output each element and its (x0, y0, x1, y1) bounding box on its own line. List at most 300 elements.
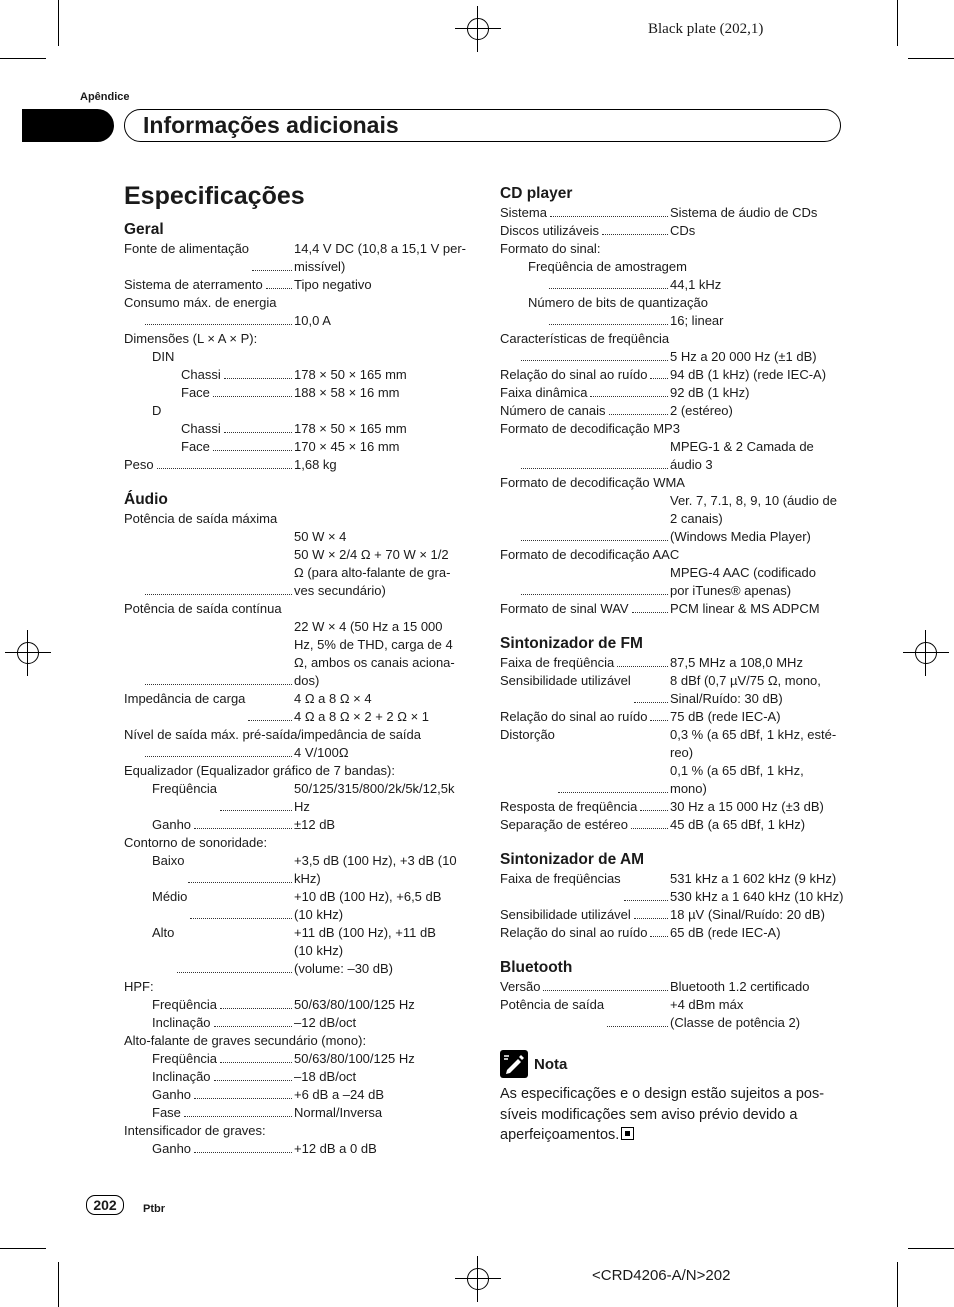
dot-leader (634, 672, 668, 703)
spec-value (670, 906, 845, 924)
spec-value (670, 726, 845, 798)
dot-leader (224, 366, 292, 379)
spec-value-line: 87,5 MHz a 108,0 MHz (670, 655, 803, 670)
spec-value-line: 2 (estéreo) (670, 403, 733, 418)
spec-row-label (500, 906, 670, 924)
spec-value (294, 744, 474, 762)
spec-row-label (500, 726, 670, 798)
spec-row-label (124, 924, 294, 978)
spec-value (670, 312, 845, 330)
spec-value (670, 366, 845, 384)
spec-row-label (500, 924, 670, 942)
spec-name: Chassi (181, 421, 221, 436)
page-title: Especificações (124, 182, 305, 210)
spec-value (294, 1140, 474, 1158)
dot-leader (650, 366, 668, 379)
spec-name: Inclinação (152, 1069, 211, 1084)
spec-row-label (500, 996, 670, 1032)
spec-value (294, 384, 474, 402)
spec-value-line: por iTunes® apenas) (670, 583, 792, 598)
dot-leader (252, 240, 292, 271)
spec-row (124, 1050, 474, 1068)
note-label: Nota (534, 1055, 568, 1073)
spec-row-label (500, 816, 670, 834)
dot-leader (177, 924, 292, 973)
dot-leader (213, 384, 292, 397)
document-code: <CRD4206-A/N>202 (592, 1267, 731, 1284)
dot-leader (194, 816, 292, 829)
dot-leader (194, 1140, 292, 1153)
crop-mark (0, 58, 46, 59)
section-gap (500, 942, 845, 958)
subsection-heading: Sintonizador de FM (500, 635, 643, 652)
spec-name: Relação do sinal ao ruído (500, 925, 648, 940)
subsection-heading: Sintonizador de AM (500, 851, 645, 868)
dot-leader (549, 276, 668, 289)
spec-value-line: 50 W × 2/4 Ω + 70 W × 1/2 (294, 547, 449, 562)
dot-leader (213, 438, 292, 451)
spec-row-label (124, 420, 294, 438)
crop-mark (908, 1248, 954, 1249)
spec-label: D (152, 403, 162, 418)
spec-row (124, 816, 474, 834)
spec-name: Face (181, 439, 210, 454)
spec-value (294, 366, 474, 384)
spec-label: Formato de decodificação AAC (500, 547, 680, 562)
spec-value-line: Ver. 7, 7.1, 8, 9, 10 (áudio de (670, 493, 837, 508)
spec-name: Formato de sinal WAV (500, 601, 629, 616)
spec-name: Sensibilidade utilizável (500, 907, 631, 922)
spec-value (294, 1068, 474, 1086)
spec-row-label (124, 456, 294, 474)
subsection-heading: CD player (500, 185, 573, 202)
spec-value-line: +12 dB a 0 dB (294, 1141, 377, 1156)
spec-value (294, 690, 474, 726)
dot-leader (521, 564, 668, 595)
spec-name: Faixa de freqüência (500, 655, 615, 670)
spec-value-line: 530 kHz a 1 640 kHz (10 kHz) (670, 889, 844, 904)
spec-row-label (124, 690, 294, 726)
spec-row-label (124, 618, 294, 690)
spec-row (124, 1140, 474, 1158)
spec-value-line: 5 Hz a 20 000 Hz (±1 dB) (670, 349, 817, 364)
spec-value (670, 798, 845, 816)
spec-value-line: kHz) (294, 871, 321, 886)
spec-value-line: 22 W × 4 (50 Hz a 15 000 (294, 619, 443, 634)
spec-row (500, 816, 845, 834)
dot-leader (214, 1014, 292, 1027)
spec-value-line: 14,4 V DC (10,8 a 15,1 V per- (294, 241, 466, 256)
spec-value-line: 50 W × 4 (294, 529, 347, 544)
spec-row (124, 1086, 474, 1104)
spec-label: Potência de saída contínua (124, 601, 282, 616)
spec-value-line: 188 × 58 × 16 mm (294, 385, 400, 400)
spec-value (670, 870, 845, 906)
spec-value-line: 531 kHz a 1 602 kHz (9 kHz) (670, 871, 837, 886)
spec-row-label (124, 816, 294, 834)
spec-value (670, 222, 845, 240)
spec-name: Médio (152, 889, 188, 904)
dot-leader (634, 906, 668, 919)
spec-value-line: 45 dB (a 65 dBf, 1 kHz) (670, 817, 806, 832)
spec-value-line: Hz, 5% de THD, carga de 4 (294, 637, 453, 652)
spec-name: Ganho (152, 1141, 192, 1156)
spec-row (124, 276, 474, 294)
spec-row-label (124, 276, 294, 294)
spec-label: Consumo máx. de energia (124, 295, 277, 310)
spec-name: Baixo (152, 853, 185, 868)
spec-value-line: MPEG-4 AAC (codificado (670, 565, 816, 580)
spec-value (294, 852, 474, 888)
spec-row-label (124, 888, 294, 924)
spec-row (500, 564, 845, 600)
spec-name: Ganho (152, 1087, 192, 1102)
spec-value (670, 654, 845, 672)
spec-value (294, 924, 474, 978)
spec-value (670, 402, 845, 420)
spec-row (500, 924, 845, 942)
spec-value (294, 780, 474, 816)
spec-name: Face (181, 385, 210, 400)
spec-value (294, 456, 474, 474)
section-gap (124, 474, 474, 490)
spec-row (500, 276, 845, 294)
dot-leader (521, 348, 668, 361)
spec-value (294, 438, 474, 456)
dot-leader (220, 780, 292, 811)
spec-row-label (500, 204, 670, 222)
spec-value-line: 4 Ω a 8 Ω × 4 (294, 691, 372, 706)
spec-value-line: 0,3 % (a 65 dBf, 1 kHz, esté- (670, 727, 837, 742)
spec-value (294, 1014, 474, 1032)
spec-value-line: mono) (670, 781, 707, 796)
spec-value-line: 178 × 50 × 165 mm (294, 421, 407, 436)
spec-label: Formato de decodificação WMA (500, 475, 685, 490)
registration-mark-icon (463, 1264, 493, 1294)
spec-row (124, 852, 474, 888)
spec-name: Faixa dinâmica (500, 385, 588, 400)
subsection-heading: Bluetooth (500, 959, 573, 976)
spec-value-line: 10,0 A (294, 313, 331, 328)
spec-value (670, 348, 845, 366)
note-heading (500, 1050, 567, 1078)
spec-value-line: (volume: –30 dB) (294, 961, 393, 976)
spec-row-label (124, 1104, 294, 1122)
spec-value-line: 18 µV (Sinal/Ruído: 20 dB) (670, 907, 825, 922)
dot-leader (145, 528, 292, 595)
spec-row-label (124, 744, 294, 762)
spec-label: DIN (152, 349, 175, 364)
spec-name: Sistema (500, 205, 547, 220)
spec-row-label (500, 348, 670, 366)
spec-value-line: 50/63/80/100/125 Hz (294, 1051, 415, 1066)
spec-value-line: Normal/Inversa (294, 1105, 383, 1120)
spec-row-label (124, 852, 294, 888)
spec-value (294, 276, 474, 294)
dot-leader (640, 798, 668, 811)
spec-name: Distorção (500, 727, 555, 742)
spec-row-label (500, 438, 670, 474)
spec-row-label (500, 276, 670, 294)
spec-value-line: 178 × 50 × 165 mm (294, 367, 407, 382)
spec-value-line: +6 dB a –24 dB (294, 1087, 384, 1102)
spec-row (500, 726, 845, 798)
subsection-heading: Geral (124, 221, 164, 238)
spec-row-label (124, 1014, 294, 1032)
spec-label: Alto-falante de graves secundário (mono): (124, 1033, 367, 1048)
spec-value-line: (10 kHz) (294, 943, 344, 958)
spec-value-line: 75 dB (rede IEC-A) (670, 709, 781, 724)
spec-value-line: 0,1 % (a 65 dBf, 1 kHz, (670, 763, 804, 778)
section-gap (500, 618, 845, 634)
spec-row (124, 690, 474, 726)
spec-value (294, 996, 474, 1014)
spec-name: Ganho (152, 817, 192, 832)
spec-row-label (124, 366, 294, 384)
registration-mark-icon (13, 638, 43, 668)
dot-leader (145, 618, 292, 685)
spec-value-line: Bluetooth 1.2 certificado (670, 979, 810, 994)
spec-name: Freqüência (152, 1051, 218, 1066)
spec-value-line: 4 Ω a 8 Ω × 2 + 2 Ω × 1 (294, 709, 430, 724)
spec-value (670, 438, 845, 474)
spec-name: Fonte de alimentação (124, 241, 250, 256)
spec-value (670, 978, 845, 996)
spec-value-line: Hz (294, 799, 310, 814)
spec-row (124, 366, 474, 384)
spec-value-line: 30 Hz a 15 000 Hz (±3 dB) (670, 799, 824, 814)
spec-value (670, 492, 845, 546)
spec-value (294, 888, 474, 924)
dot-leader (214, 1068, 292, 1081)
spec-value (670, 708, 845, 726)
spec-value-line: +3,5 dB (100 Hz), +3 dB (10 (294, 853, 457, 868)
spec-row-label (500, 564, 670, 600)
spec-name: Número de canais (500, 403, 606, 418)
spec-row (500, 384, 845, 402)
spec-row (124, 528, 474, 600)
spec-value (294, 1104, 474, 1122)
dot-leader (543, 978, 668, 991)
spec-row (500, 672, 845, 708)
spec-label: Contorno de sonoridade: (124, 835, 268, 850)
spec-label: Potência de saída máxima (124, 511, 278, 526)
spec-row-label (124, 780, 294, 816)
crop-mark (897, 1262, 898, 1307)
spec-row (124, 312, 474, 330)
spec-value (294, 420, 474, 438)
crop-mark (0, 1248, 46, 1249)
spec-row (124, 924, 474, 978)
right-spec-column (500, 184, 845, 1032)
spec-value-line: +10 dB (100 Hz), +6,5 dB (294, 889, 442, 904)
spec-value-line: áudio 3 (670, 457, 713, 472)
crop-mark (58, 0, 59, 46)
crop-mark (58, 1262, 59, 1307)
spec-name: Versão (500, 979, 541, 994)
spec-row (124, 1104, 474, 1122)
spec-row (500, 654, 845, 672)
spec-name: Potência de saída (500, 997, 605, 1012)
dot-leader (521, 492, 668, 541)
spec-row (500, 438, 845, 474)
spec-label: Equalizador (Equalizador gráfico de 7 bandas): (124, 763, 396, 778)
spec-value (294, 816, 474, 834)
chapter-title-bar (124, 109, 841, 142)
dot-leader (188, 852, 292, 883)
spec-row-label (124, 240, 294, 276)
spec-value-line: –18 dB/oct (294, 1069, 357, 1084)
spec-value-line: 170 × 45 × 16 mm (294, 439, 400, 454)
spec-row (124, 240, 474, 276)
spec-row-label (124, 996, 294, 1014)
spec-value-line: 1,68 kg (294, 457, 337, 472)
left-spec-column (124, 220, 474, 1158)
spec-row-label (500, 672, 670, 708)
spec-row-label (500, 402, 670, 420)
spec-value (670, 924, 845, 942)
spec-value (670, 600, 845, 618)
spec-row-label (124, 528, 294, 600)
spec-row-label (500, 492, 670, 546)
spec-row-label (500, 708, 670, 726)
spec-row-label (124, 312, 294, 330)
spec-row (500, 870, 845, 906)
spec-label: HPF: (124, 979, 154, 994)
dot-leader (590, 384, 668, 397)
chapter-title: Informações adicionais (143, 112, 399, 138)
spec-value (294, 240, 474, 276)
spec-row (500, 906, 845, 924)
spec-value (670, 276, 845, 294)
dot-leader (521, 438, 668, 469)
spec-row-label (124, 1068, 294, 1086)
dot-leader (224, 420, 292, 433)
spec-row (124, 384, 474, 402)
spec-value-line: Ω, ambos os canais aciona- (294, 655, 455, 670)
spec-value-line: +11 dB (100 Hz), +11 dB (294, 925, 436, 940)
spec-name: Freqüência (152, 781, 218, 796)
spec-value (294, 528, 474, 600)
dot-leader (602, 222, 668, 235)
spec-value (294, 1050, 474, 1068)
dot-leader (145, 744, 292, 757)
dot-leader (220, 1050, 292, 1063)
spec-value (670, 564, 845, 600)
spec-row-label (500, 366, 670, 384)
spec-row-label (500, 222, 670, 240)
dot-leader (624, 870, 668, 901)
spec-name: Resposta de freqüência (500, 799, 638, 814)
dot-leader (549, 312, 668, 325)
dot-leader (220, 996, 292, 1009)
spec-name: Fase (152, 1105, 181, 1120)
spec-value-line: PCM linear & MS ADPCM (670, 601, 820, 616)
spec-value (294, 312, 474, 330)
spec-row (500, 312, 845, 330)
dot-leader (145, 312, 292, 325)
spec-row (124, 780, 474, 816)
dot-leader (609, 402, 669, 415)
spec-label: Nível de saída máx. pré-saída/impedância de saída (124, 727, 422, 742)
section-tab (22, 109, 114, 142)
spec-value (294, 618, 474, 690)
spec-row (124, 618, 474, 690)
spec-value (670, 996, 845, 1032)
section-gap (500, 834, 845, 850)
spec-value-line: ves secundário) (294, 583, 386, 598)
spec-row (500, 708, 845, 726)
registration-mark-icon (911, 638, 941, 668)
spec-name: Relação do sinal ao ruído (500, 709, 648, 724)
spec-value-line: (Windows Media Player) (670, 529, 811, 544)
spec-name: Chassi (181, 367, 221, 382)
spec-row (500, 402, 845, 420)
dot-leader (650, 924, 668, 937)
spec-row-label (500, 384, 670, 402)
spec-row-label (124, 384, 294, 402)
spec-row (500, 204, 845, 222)
spec-value (670, 204, 845, 222)
spec-row (124, 420, 474, 438)
spec-value (670, 816, 845, 834)
crop-mark (897, 0, 898, 46)
spec-label: Dimensões (L × A × P): (124, 331, 258, 346)
spec-value-line: reo) (670, 745, 694, 760)
spec-value-line: dos) (294, 673, 320, 688)
spec-row (124, 438, 474, 456)
spec-row (124, 996, 474, 1014)
dot-leader (157, 456, 292, 469)
spec-value-line: MPEG-1 & 2 Camada de (670, 439, 814, 454)
spec-value-line: +4 dBm máx (670, 997, 744, 1012)
spec-value-line: 2 canais) (670, 511, 723, 526)
spec-row (500, 366, 845, 384)
spec-value-line: 94 dB (1 kHz) (rede IEC-A) (670, 367, 827, 382)
dot-leader (631, 816, 668, 829)
spec-value-line: ±12 dB (294, 817, 336, 832)
spec-name: Separação de estéreo (500, 817, 628, 832)
spec-name: Impedância de carga (124, 691, 246, 706)
spec-value-line: 44,1 kHz (670, 277, 722, 292)
spec-row (124, 744, 474, 762)
spec-value-line: 16; linear (670, 313, 724, 328)
spec-name: Sistema de aterramento (124, 277, 263, 292)
spec-row-label (124, 438, 294, 456)
spec-row-label (500, 600, 670, 618)
spec-value-line: CDs (670, 223, 696, 238)
spec-row (124, 888, 474, 924)
spec-row (500, 600, 845, 618)
spec-value-line: missível) (294, 259, 346, 274)
spec-label: Intensificador de graves: (124, 1123, 266, 1138)
spec-value-line: 50/63/80/100/125 Hz (294, 997, 415, 1012)
note-pencil-icon (500, 1050, 528, 1078)
subsection-heading: Áudio (124, 491, 168, 508)
spec-row (500, 492, 845, 546)
spec-value-line: Tipo negativo (294, 277, 372, 292)
spec-value-line: –12 dB/oct (294, 1015, 357, 1030)
spec-row (500, 798, 845, 816)
dot-leader (650, 708, 668, 721)
section-label: Apêndice (80, 91, 130, 103)
note-body: As especificações e o design estão sujeitos a pos- síveis modificações sem aviso prévio devido a aperfeiçoamentos. (500, 1086, 825, 1143)
dot-leader (194, 1086, 292, 1099)
spec-value-line: 65 dB (rede IEC-A) (670, 925, 781, 940)
spec-label: Formato do sinal: (500, 241, 601, 256)
stop-icon (621, 1127, 634, 1140)
spec-value-line: 8 dBf (0,7 µV/75 Ω, mono, (670, 673, 821, 688)
